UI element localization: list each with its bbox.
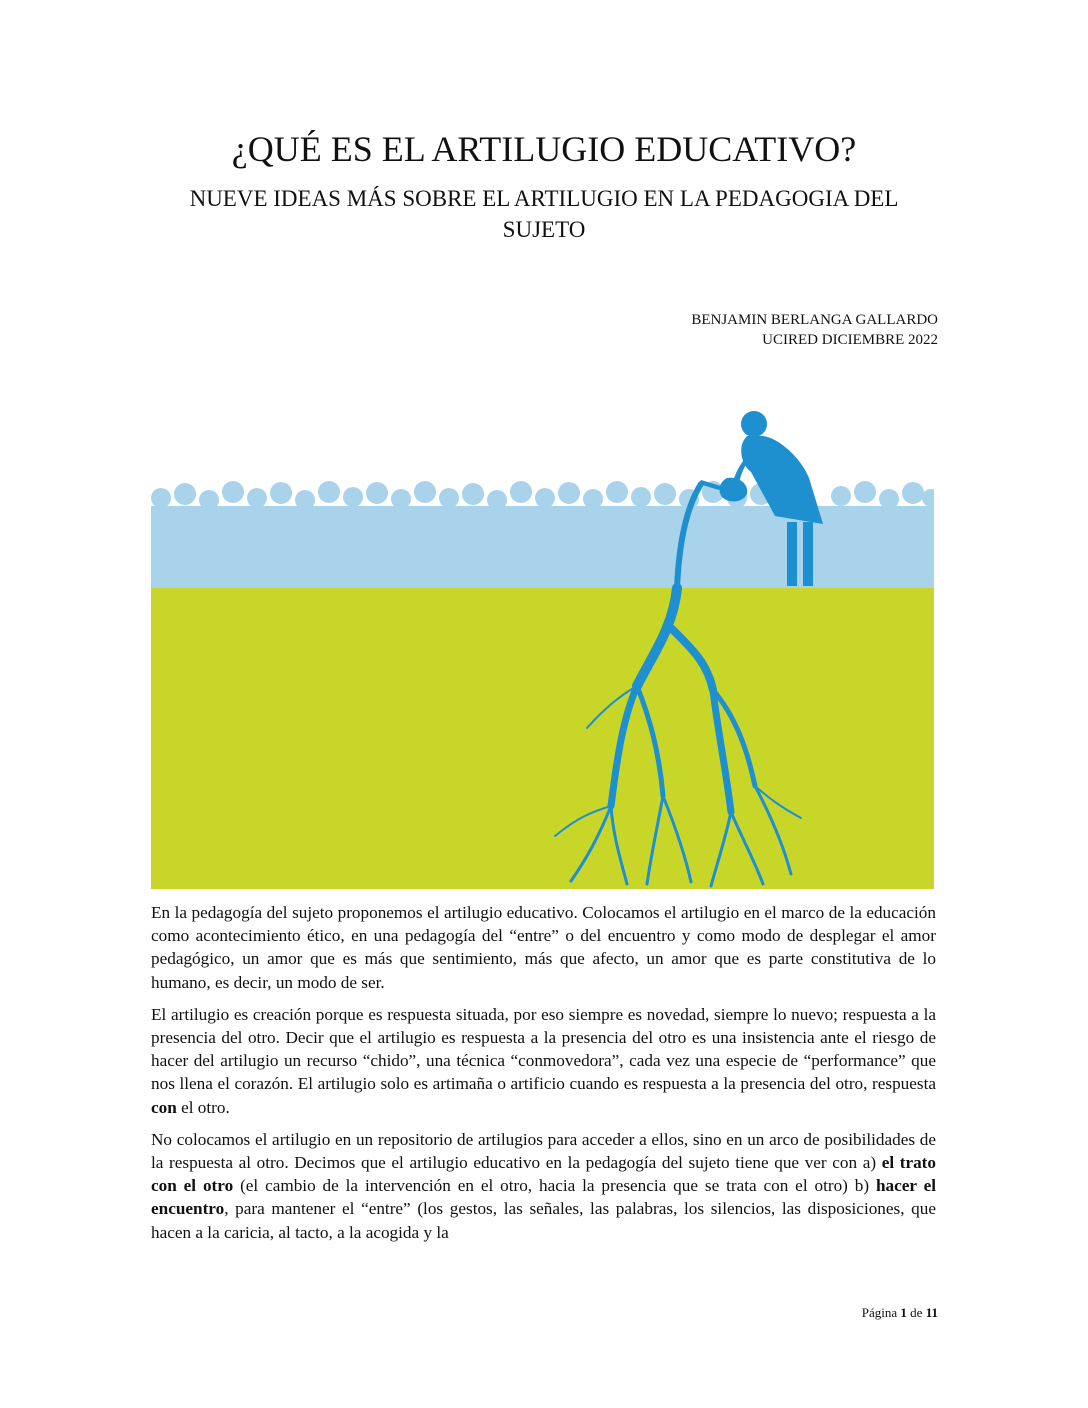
paragraph-2	[151, 1003, 936, 1119]
paragraph-3-text: No colocamos el artilugio en un repositorio de artilugios para acceder a ellos, sino en un arco de posibilidades de la respuesta al otro. Decimos que el artilugio educativo en la pedagogía del sujeto tiene que ver con a)	[151, 1129, 936, 1173]
illustration-ground	[151, 588, 934, 889]
paragraph-3-end: , para mantener el “entre” (los gestos, las señales, las palabras, los silencios, las disposiciones, que hacen a la caricia, al tacto, a la acogida y la	[151, 1199, 936, 1242]
paragraph-3-bold-1: el trato con el otro	[151, 1153, 936, 1196]
paragraph-2-end: el otro.	[176, 1097, 230, 1117]
author-block	[691, 310, 938, 350]
paragraph-3	[151, 1128, 936, 1244]
document-title: ¿QUÉ ES EL ARTILUGIO EDUCATIVO?	[231, 129, 857, 169]
author-name: BENJAMIN BERLANGA GALLARDO	[691, 312, 938, 328]
paragraph-1: En la pedagogía del sujeto proponemos el artilugio educativo. Colocamos el artilugio en el marco de la educación como acontecimiento ético, en una pedagogía del “entre” o del encuentro y como modo de desplegar el amor pedagógico, un amor que es más que sentimiento, más que afecto, un amor que es parte constitutiva de lo humano, es decir, un modo de ser.	[151, 903, 936, 992]
paragraph-3-bold-2: hacer el encuentro	[151, 1176, 936, 1219]
page-footer	[862, 1305, 938, 1321]
paragraph-2-bold: con	[151, 1097, 177, 1117]
affiliation-date: UCIRED DICIEMBRE 2022	[762, 332, 938, 348]
document-subtitle: NUEVE IDEAS MÁS SOBRE EL ARTILUGIO EN LA PEDAGOGIA DEL SUJETO	[189, 186, 899, 242]
illustration-svg	[151, 366, 934, 889]
body-text	[151, 901, 936, 1253]
page-label: Página	[861, 1305, 898, 1320]
paragraph-2-text: El artilugio es creación porque es respuesta situada, por eso siempre es novedad, siempre lo nuevo; respuesta a la presencia del otro. Decir que el artilugio es respuesta a la presencia del otro es una insistencia ante el riesgo de hacer del artilugio un recurso “chido”, una técnica “conmovedora”, cada vez una especie de “performance” que nos llena el corazón. El artilugio solo es artimaña o artificio cuando es respuesta a la presencia del otro, respuesta	[151, 1004, 936, 1094]
page-number: 1	[900, 1305, 907, 1320]
paragraph-3-middle: (el cambio de la intervención en el otro, hacia la presencia que se trata con el otro) b)	[233, 1176, 876, 1196]
cover-illustration	[151, 366, 934, 889]
page-total: 11	[925, 1305, 938, 1320]
of-label: de	[910, 1305, 923, 1320]
